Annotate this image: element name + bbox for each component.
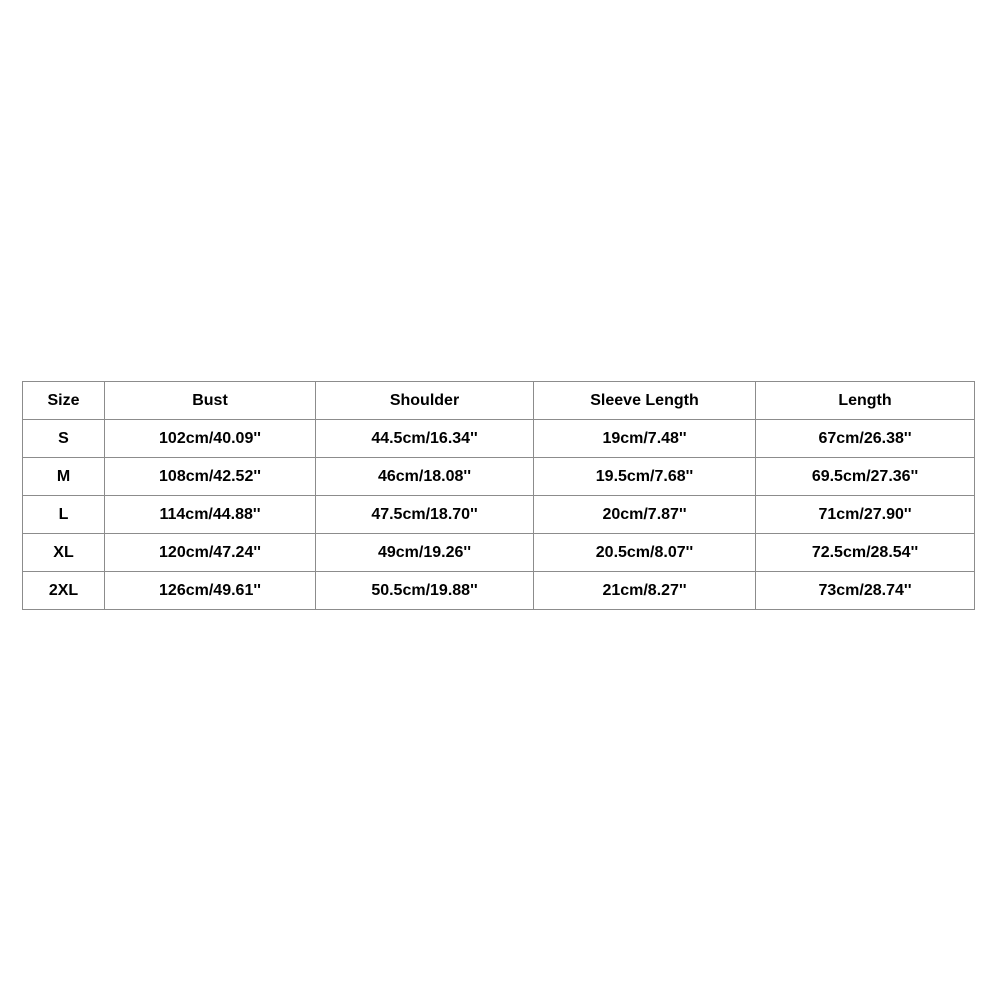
sleeve-length-cell: 19cm/7.48'' — [534, 420, 756, 458]
column-header-shoulder: Shoulder — [316, 382, 534, 420]
size-cell: L — [23, 496, 105, 534]
size-cell: 2XL — [23, 572, 105, 610]
header-row — [23, 382, 975, 420]
column-header-length: Length — [756, 382, 975, 420]
sleeve-length-cell: 20.5cm/8.07'' — [534, 534, 756, 572]
length-cell: 69.5cm/27.36'' — [756, 458, 975, 496]
shoulder-cell: 47.5cm/18.70'' — [316, 496, 534, 534]
table-row — [23, 420, 975, 458]
shoulder-cell: 44.5cm/16.34'' — [316, 420, 534, 458]
sleeve-length-cell: 20cm/7.87'' — [534, 496, 756, 534]
length-cell: 72.5cm/28.54'' — [756, 534, 975, 572]
table-row — [23, 534, 975, 572]
column-header-size: Size — [23, 382, 105, 420]
bust-cell: 126cm/49.61'' — [105, 572, 316, 610]
shoulder-cell: 50.5cm/19.88'' — [316, 572, 534, 610]
bust-cell: 114cm/44.88'' — [105, 496, 316, 534]
length-cell: 71cm/27.90'' — [756, 496, 975, 534]
length-cell: 73cm/28.74'' — [756, 572, 975, 610]
length-cell: 67cm/26.38'' — [756, 420, 975, 458]
size-cell: XL — [23, 534, 105, 572]
bust-cell: 120cm/47.24'' — [105, 534, 316, 572]
shoulder-cell: 49cm/19.26'' — [316, 534, 534, 572]
shoulder-cell: 46cm/18.08'' — [316, 458, 534, 496]
table-row — [23, 458, 975, 496]
size-chart-table — [22, 381, 975, 610]
bust-cell: 108cm/42.52'' — [105, 458, 316, 496]
table-row — [23, 496, 975, 534]
column-header-bust: Bust — [105, 382, 316, 420]
bust-cell: 102cm/40.09'' — [105, 420, 316, 458]
size-cell: S — [23, 420, 105, 458]
sleeve-length-cell: 21cm/8.27'' — [534, 572, 756, 610]
sleeve-length-cell: 19.5cm/7.68'' — [534, 458, 756, 496]
column-header-sleeve-length: Sleeve Length — [534, 382, 756, 420]
table-row — [23, 572, 975, 610]
size-cell: M — [23, 458, 105, 496]
